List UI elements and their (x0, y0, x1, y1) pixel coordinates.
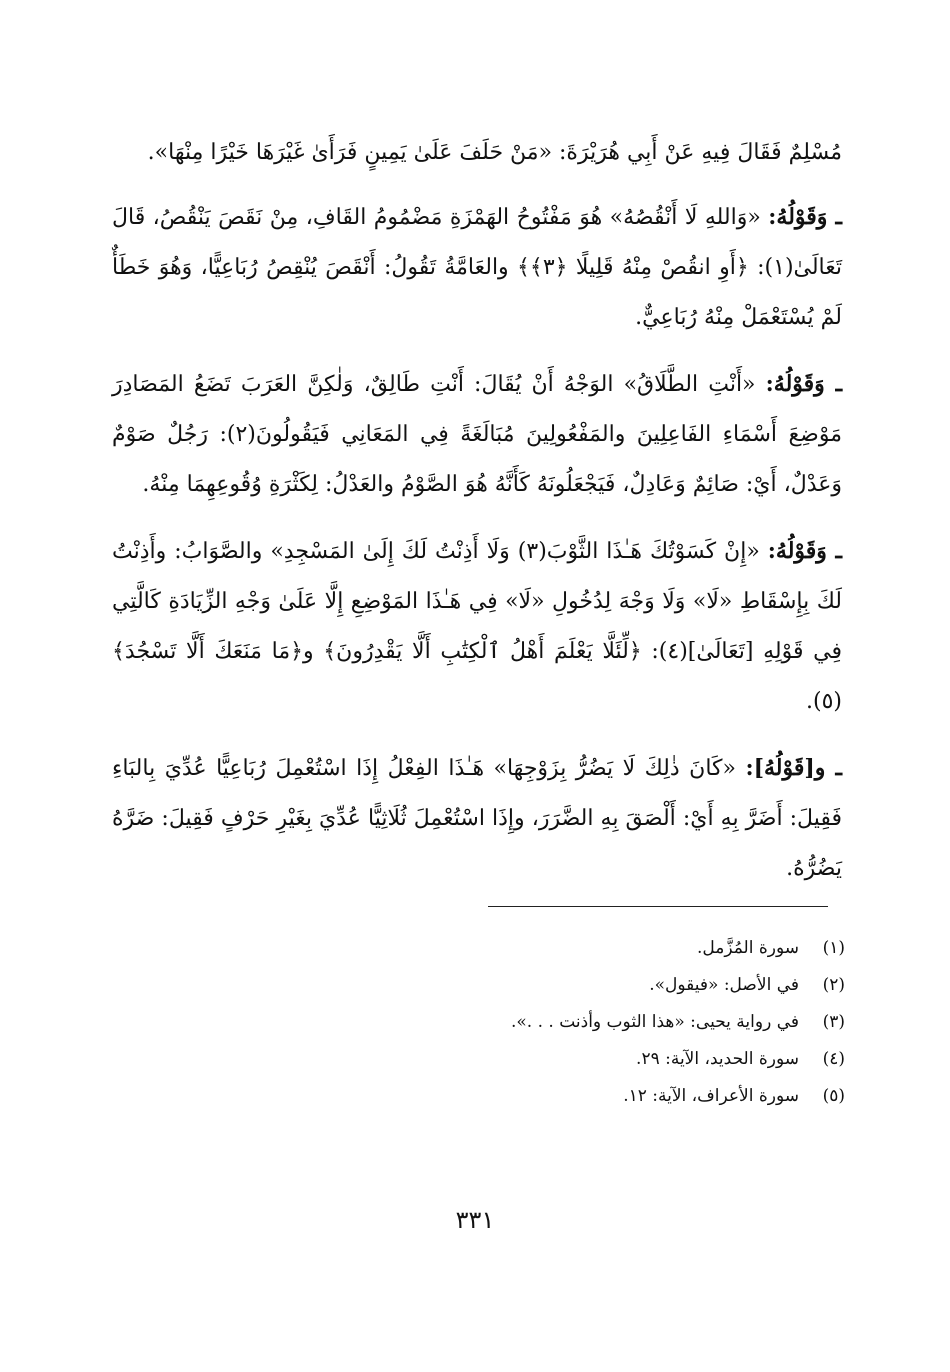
paragraph-2 (112, 192, 842, 343)
paragraph-text: «وَاللهِ لَا أَنْقُصُهُ» هُوَ مَفْتُوحُ الهَمْزَةِ مَضْمُومُ القَافِ، مِنْ نَقَصَ يَنْقُصُ، قَالَ تَعَالَىٰ(١): ﴿أَوِ انقُصْ مِنْهُ قَلِيلًا ﴿٣﴾﴾ والعَامَّةُ تَقُولُ: أَنْقَصَ يُنْقِصُ رُبَاعِيًّا، وَهُوَ خَطَأٌ لَمْ يُسْتَعْمَلْ مِنْهُ رُبَاعِيٌّ. (112, 205, 842, 330)
paragraph-text: «أَنْتِ الطَّلَاقُ» الوَجْهُ أَنْ يُقَالَ: أَنْتِ طَالِقٌ، وَلٰكِنَّ العَرَبَ تَضَعُ المَصَادِرَ مَوْضِعَ أَسْمَاءِ الفَاعِلِينَ والمَفْعُولِينَ مُبَالَغَةً فِي المَعَانِي فَيَقُولُونَ(٢): رَجُلٌ صَوْمٌ وَعَدْلٌ، أَيْ: صَائِمٌ وَعَادِلٌ، فَيَجْعَلُونَهُ كَأَنَّهُ هُوَ الصَّوْمُ والعَدْلُ: لِكَثْرَةِ وُقُوعِهِمَا مِنْهُ. (112, 372, 842, 497)
paragraph-1 (112, 128, 842, 178)
paragraph-lead: ـ و[قَوْلُهُ]: (745, 755, 842, 781)
footnote-divider (488, 906, 828, 907)
footnotes (300, 930, 845, 1115)
paragraph-text: «إِنْ كَسَوْتُكَ هَـٰذَا الثَّوْبَ(٣) وَلَا أَذِنْتُ لَكَ إِلَىٰ المَسْجِدِ» والصَّوَابُ: وأَذِنْتُ لَكَ بِإِسْقَاطِ «لَا» وَلَا وَجْهَ لِدُخُولِ «لَا» فِي هَـٰذَا المَوْضِعِ إِلَّا عَلَىٰ وَجْهِ الزِّيَادَةِ كَالَّتِي فِي قَوْلِهِ [تَعَالَىٰ](٤): ﴿لِّئَلَّا يَعْلَمَ أَهْلُ ٱلْكِتَٰبِ أَلَّا يَقْدِرُونَ﴾ و﴿مَا مَنَعَكَ أَلَّا تَسْجُدَ﴾(٥). (112, 539, 843, 714)
footnote-text: في الأصل: «فيقول». (649, 975, 799, 995)
footnote-number: (٥) (822, 1086, 845, 1106)
footnote-1 (300, 930, 845, 967)
footnote-number: (٢) (822, 975, 845, 995)
footnote-number: (٤) (822, 1049, 845, 1069)
main-text (112, 128, 842, 910)
page-number: ٣٣١ (455, 1206, 495, 1234)
paragraph-text: مُسْلِمٌ فَقَالَ فِيهِ عَنْ أَبِي هُرَيْرَةَ: «مَنْ حَلَفَ عَلَىٰ يَمِينٍ فَرَأَىٰ غَيْرَهَا خَيْرًا مِنْهَا». (147, 140, 842, 165)
footnote-text: سورة الأعراف، الآية: ١٢. (623, 1086, 799, 1106)
footnote-number: (٣) (822, 1012, 845, 1032)
footnote-text: سورة المُزَّمل. (696, 938, 799, 958)
paragraph-lead: ـ وَقَوْلُهُ: (767, 538, 842, 564)
paragraph-5 (112, 743, 842, 894)
footnote-5 (300, 1078, 845, 1115)
footnote-number: (١) (822, 938, 845, 958)
footnote-4 (300, 1041, 845, 1078)
footnote-3 (300, 1004, 845, 1041)
paragraph-4 (112, 526, 842, 727)
footnote-2 (300, 967, 845, 1004)
paragraph-lead: ـ وَقَوْلُهُ: (768, 204, 843, 230)
paragraph-text: «كَانَ ذٰلِكَ لَا يَضُرُّ بِزَوْجِهَا» هَـٰذَا الفِعْلُ إِذَا اسْتُعْمِلَ رُبَاعِيًّا عُدِّيَ بِالبَاءِ فَقِيلَ: أَضَرَّ بِهِ أَيْ: أَلْصَقَ بِهِ الضَّرَرَ، وإِذَا اسْتُعْمِلَ ثُلَاثِيًّا عُدِّيَ بِغَيْرِ حَرْفٍ فَقِيلَ: ضَرَّهُ يَضُرُّهُ. (112, 756, 842, 881)
paragraph-3 (112, 359, 842, 510)
footnote-text: في رواية يحيى: «هذا الثوب وأذنت . . .». (510, 1012, 799, 1032)
paragraph-lead: ـ وَقَوْلُهُ: (765, 371, 843, 397)
footnote-text: سورة الحديد، الآية: ٢٩. (636, 1049, 799, 1069)
